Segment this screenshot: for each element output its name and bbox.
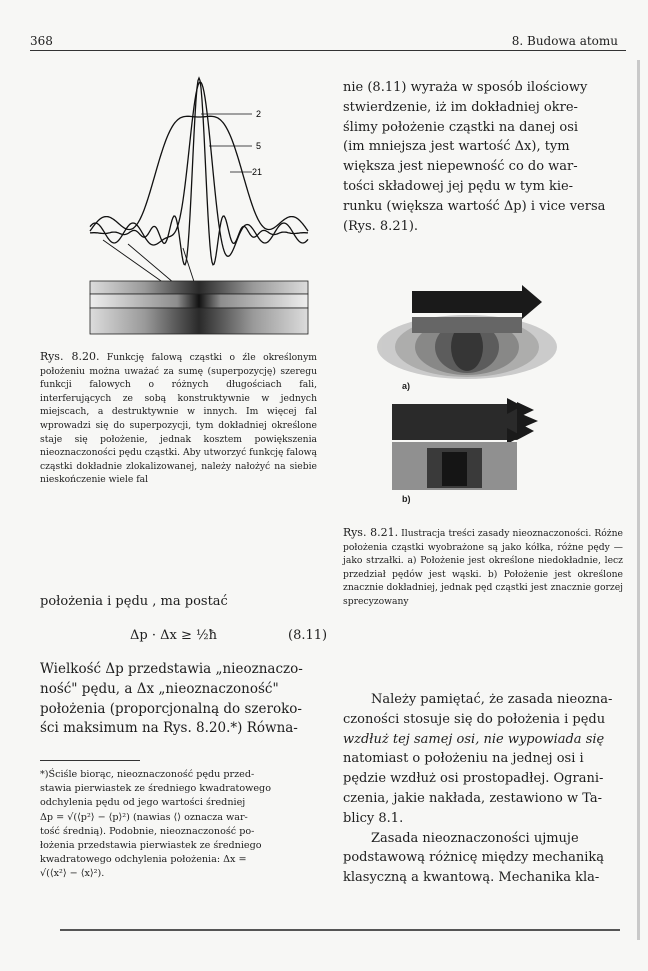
caption-text: Ilustracja treści zasady nieoznaczoności. Różne położenia cząstki wyobrażone są jako kółka, różne pędy — jako strzałki. a) Położenie jest określone niedokładnie, lecz przedział pędów jest wąski. b) Położenie jest określone znacznie dokładniej, jednak pęd cząstki jest znacznie gorzej sprecyzowany [343, 528, 623, 607]
figure-8-21b-arrows [372, 398, 562, 498]
footnote-line: tość średnią). Podobnie, nieoznaczoność po- [40, 825, 255, 837]
caption-title: Rys. 8.20. [40, 350, 100, 363]
footnote-line: Δp = √(⟨p²⟩ − ⟨p⟩²) (nawias ⟨⟩ oznacza war- [40, 811, 248, 823]
figure-8-20-wave-superposition [88, 68, 310, 340]
header-rule [30, 50, 626, 51]
figure-8-21a-arrows [372, 285, 562, 385]
left-column-body-text [40, 660, 320, 739]
wave-label-21: 21 [252, 167, 263, 177]
footnote-line: √(⟨x²⟩ − ⟨x⟩²). [40, 868, 105, 880]
caption-text: Funkcję falową cząstki o źle określonym położeniu można uważać za sumę (superpozycję) szeregu funkcji falowych o różnych długościach fali, interferujących ze sobą konstruktywnie w jednych miejscach, a destruktywnie w innych. Im więcej fal wprowadzi się do superpozycji, tym dokładniej określone staje się położenie, jednak kosztem powiększenia nieoznaczoności pędu cząstki. Aby utworzyć funkcję falową cząstki dokładnie zlokalizowanej, należy nałożyć na siebie nieskończenie wiele fal [40, 352, 318, 486]
text-line: stwierdzenie, iż im dokładniej okre- [343, 99, 578, 115]
text-line: większa jest niepewność co do war- [343, 159, 578, 175]
text-line: runku (większa wartość Δp) i vice versa [343, 198, 606, 214]
equation-lead-in: położenia i pędu , ma postać [40, 594, 228, 609]
wave-curve-21 [90, 78, 308, 265]
footer-rule [60, 929, 620, 931]
chapter-title: 8. Budowa atomu [511, 34, 618, 48]
footnote-line: łożenia przedstawia pierwiastek ze średniego [40, 840, 262, 852]
text-line: nie (8.11) wyraża w sposób ilościowy [343, 80, 588, 95]
equation-formula: Δp · Δx ≥ ½ħ [130, 628, 217, 643]
text-line: Należy pamiętać, że zasada nieozna- [371, 692, 613, 707]
right-column-bottom-text [343, 690, 625, 888]
text-line: Zasada nieoznaczoności ujmuje [371, 830, 579, 846]
text-line: (im mniejsza jest wartość Δx), tym [343, 139, 570, 155]
text-line: Wielkość Δp przedstawia „nieoznaczo- [40, 661, 303, 677]
footnote-line: *)Ściśle biorąc, nieoznaczoność pędu przed- [40, 769, 255, 780]
footnote-line: stawia pierwiastek ze średniego kwadratowego [40, 783, 271, 795]
text-line: natomiast o położeniu na jednej osi i [343, 751, 584, 767]
figure-8-20-caption [40, 350, 317, 487]
wave-label-2: 2 [256, 109, 262, 119]
text-line: położenia (proporcjonalną do szeroko- [40, 700, 302, 717]
footnote-line: odchylenia pędu od jego wartości średniej [40, 797, 246, 809]
wave-curve-2 [90, 116, 308, 231]
text-line: blicy 8.1. [343, 810, 404, 826]
footnote-line: kwadratowego odchylenia położenia: Δx = [40, 854, 247, 866]
text-line: ści maksimum na Rys. 8.20.*) Równa- [40, 720, 298, 737]
text-line: (Rys. 8.21). [343, 218, 419, 234]
text-line: pędzie wzdłuż osi prostopadłej. Ograni- [343, 771, 604, 787]
right-column-top-text [343, 78, 625, 236]
page-edge-shadow [637, 60, 640, 940]
text-line: wzdłuż tej samej osi, nie wypowiada się [343, 731, 605, 747]
equation-number: (8.11) [288, 628, 328, 643]
footnote-rule [40, 760, 140, 761]
text-line: ślimy położenie cząstki na danej osi [343, 119, 579, 135]
wave-curve-5 [90, 82, 308, 256]
text-line: ność" pędu, a Δx „nieoznaczoność" [40, 680, 279, 697]
text-line: tości składowej jej pędu w tym kie- [343, 178, 574, 194]
text-line: czenia, jakie nakłada, zestawiono w Ta- [343, 790, 603, 806]
figure-8-21-caption [343, 526, 623, 609]
text-line: czoności stosuje się do położenia i pędu [343, 711, 606, 727]
text-line: podstawową różnicę między mechaniką [343, 850, 605, 866]
caption-title: Rys. 8.21. [343, 526, 399, 539]
text-line: klasyczną a kwantową. Mechanika kla- [343, 870, 600, 886]
page-number: 368 [30, 34, 53, 48]
footnote [40, 768, 322, 882]
figure-8-21b-label: b) [402, 494, 411, 504]
wave-label-5: 5 [256, 141, 262, 151]
figure-8-21a-label: a) [402, 381, 411, 391]
